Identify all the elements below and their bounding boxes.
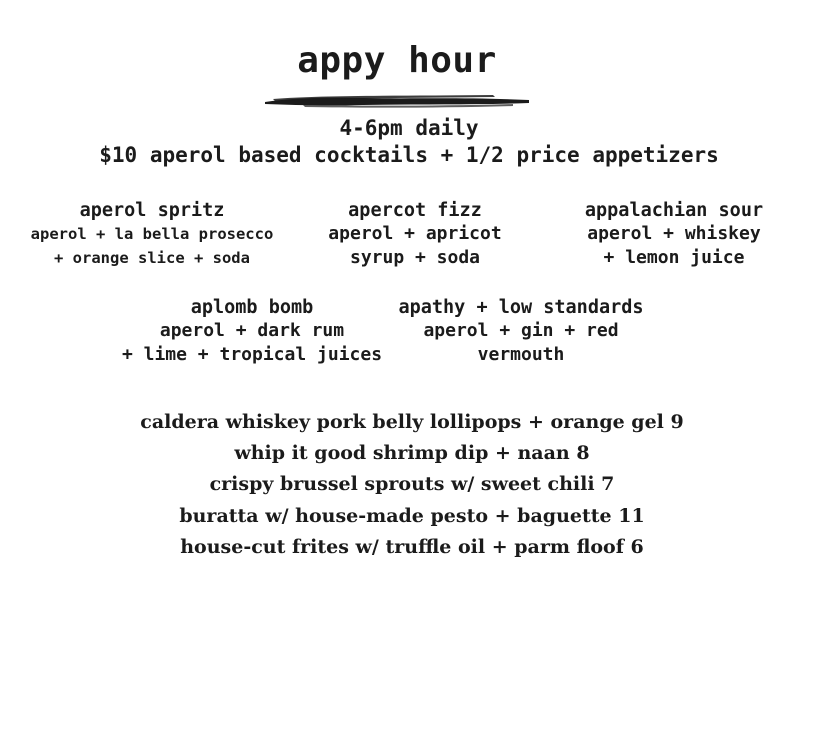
cocktail-apathy-low-standards (398, 296, 643, 367)
appetizer-item: buratta w/ house-made pesto + baguette 11 (179, 504, 645, 527)
cocktail-name: apercot fizz (348, 200, 482, 221)
appetizer-item: house-cut frites w/ truffle oil + parm floof 6 (180, 535, 644, 558)
cocktail-aplomb-bomb (122, 296, 382, 367)
cocktail-ingredients: aperol + dark rum (159, 320, 345, 341)
cocktail-appalachian-sour (585, 199, 763, 270)
cocktail-ingredients: + orange slice + soda (54, 249, 250, 267)
appetizer-item: caldera whiskey pork belly lollipops + orange gel 9 (140, 411, 684, 433)
appetizer-item: crispy brussel sprouts w/ sweet chili 7 (209, 473, 615, 496)
cocktail-ingredients: aperol + la bella prosecco (30, 225, 274, 243)
cocktail-ingredients: aperol + whiskey (587, 223, 761, 244)
hours-line: 4-6pm daily (339, 116, 479, 140)
brush-stroke-divider (263, 93, 531, 109)
menu-title: appy hour (297, 40, 497, 81)
deal-line: $10 aperol based cocktails + 1/2 price appetizers (99, 143, 719, 167)
cocktail-name: aplomb bomb (190, 297, 314, 318)
cocktail-name: apathy + low standards (398, 297, 644, 318)
cocktail-name: aperol spritz (79, 200, 225, 221)
cocktail-ingredients: + lime + tropical juices (121, 344, 383, 365)
cocktail-ingredients: aperol + gin + red (423, 320, 619, 341)
appetizer-item: whip it good shrimp dip + naan 8 (234, 442, 590, 465)
cocktail-name: appalachian sour (584, 200, 764, 221)
cocktail-ingredients: vermouth (477, 344, 565, 365)
cocktail-aperol-spritz (31, 199, 274, 270)
cocktail-apercot-fizz (328, 199, 501, 270)
cocktail-ingredients: aperol + apricot (328, 223, 502, 244)
cocktail-ingredients: + lemon juice (603, 247, 745, 268)
cocktail-ingredients: syrup + soda (349, 247, 481, 268)
appetizer-list (140, 407, 683, 563)
